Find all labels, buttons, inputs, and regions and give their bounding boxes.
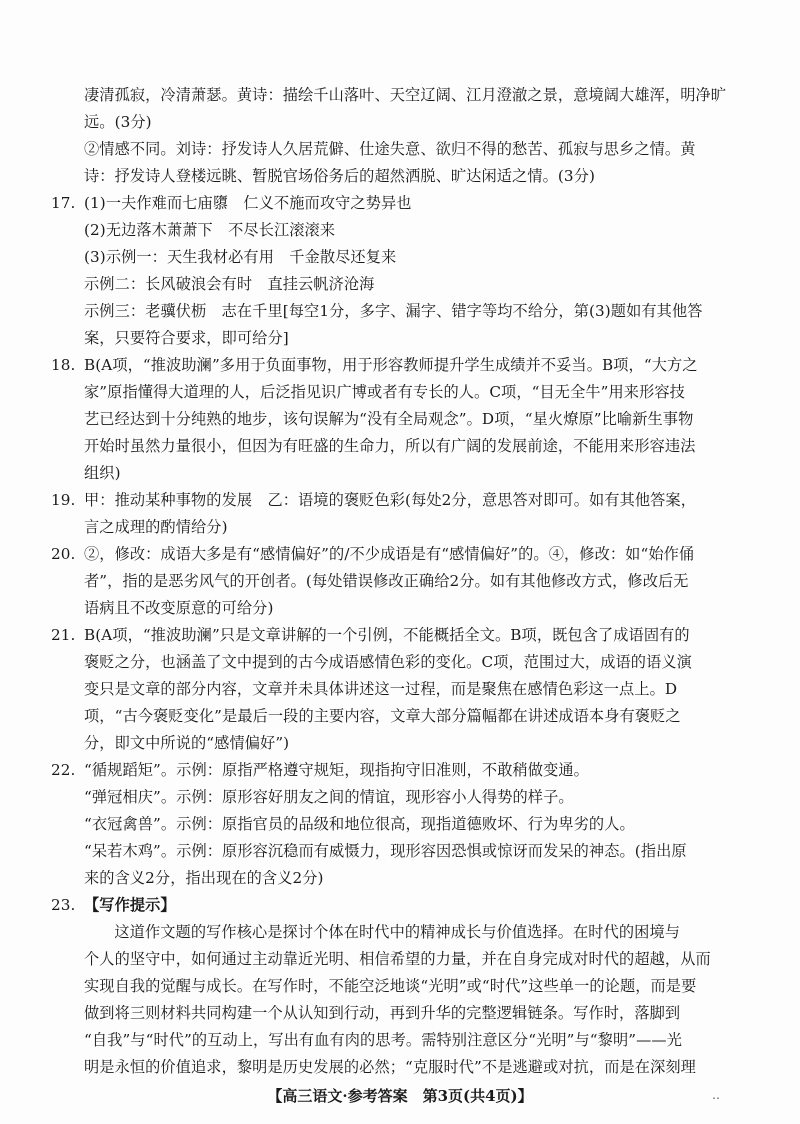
- question-number: 23.: [51, 896, 76, 914]
- text-line: 示例三：老骥伏枥 志在千里[每空1分，多字、漏字、错字等均不给分，第(3)题如有其他答: [84, 302, 703, 320]
- question-number: 22.: [51, 761, 76, 779]
- text-line: 个人的坚守中，如何通过主动靠近光明、相信希望的力量，并在自身完成对时代的超越，从而: [84, 950, 711, 968]
- question-22: [51, 757, 734, 892]
- text-line: ②，修改：成语大多是有“感情偏好”的/不少成语是有“感情偏好”的。④，修改：如“始作俑: [84, 545, 695, 563]
- question-23: [51, 892, 734, 1081]
- text-line: 远。(3分): [84, 113, 152, 131]
- text-line: 明是永恒的价值追求，黎明是历史发展的必然；“克服时代”不是逃避或对抗，而是在深刻理: [84, 1058, 696, 1076]
- question-19: [51, 487, 734, 541]
- question-18: [51, 352, 734, 487]
- text-line: 分，即文中所说的“感情偏好”): [84, 734, 290, 752]
- text-line: B(A项，“推波助澜”只是文章讲解的一个引例，不能概括全文。B项，既包含了成语固有的: [84, 626, 690, 644]
- text-line: 这道作文题的写作核心是探讨个体在时代中的精神成长与价值选择。在时代的困境与: [114, 923, 681, 941]
- section-heading: 【写作提示】: [84, 896, 176, 914]
- text-line: B(A项，“推波助澜”多用于负面事物，用于形容教师提升学生成绩并不妥当。B项，“大方之: [84, 356, 698, 374]
- text-line: 开始时虽然力量很小，但因为有旺盛的生命力，所以有广阔的发展前途，不能用来形容违法: [84, 437, 696, 455]
- text-line: “自我”与“时代”的互动上，写出有血有肉的思考。需特别注意区分“光明”与“黎明”——光: [84, 1031, 682, 1049]
- text-line: 凄清孤寂，冷清萧瑟。黄诗：描绘千山落叶、天空辽阔、江月澄澈之景，意境阔大雄浑，明净旷: [84, 86, 727, 104]
- question-17: [51, 190, 734, 352]
- text-line: 项，“古今褒贬变化”是最后一段的主要内容，文章大部分篇幅都在讲述成语本身有褒贬之: [84, 707, 681, 725]
- text-line: 诗：抒发诗人登楼远眺、暂脱官场俗务后的超然洒脱、旷达闲适之情。(3分): [84, 167, 596, 185]
- text-line: 褒贬之分，也涵盖了文中提到的古今成语感情色彩的变化。C项，范围过大，成语的语义演: [84, 653, 692, 671]
- question-21: [51, 622, 734, 757]
- text-line: “呆若木鸡”。示例：原形容沉稳而有威慑力，现形容因恐惧或惊讶而发呆的神态。(指出原: [84, 842, 687, 860]
- text-line: (1)一夫作难而七庙隳 仁义不施而攻守之势异也: [84, 194, 412, 212]
- text-line: 组织): [84, 464, 121, 482]
- text-line: (2)无边落木萧萧下 不尽长江滚滚来: [84, 221, 336, 239]
- text-line: 实现自我的觉醒与成长。在写作时，不能空泛地谈“光明”或“时代”这些单一的论题，而是要: [84, 977, 697, 995]
- question-number: 19.: [51, 491, 76, 509]
- text-line: 者”，指的是恶劣风气的开创者。(每处错误修改正确给2分。如有其他修改方式，修改后无: [84, 572, 689, 590]
- text-line: 甲：推动某种事物的发展 乙：语境的褒贬色彩(每处2分，意思答对即可。如有其他答案，: [84, 491, 697, 509]
- question-number: 17.: [51, 194, 76, 212]
- text-line: “弹冠相庆”。示例：原形容好朋友之间的情谊，现形容小人得势的样子。: [84, 788, 574, 806]
- text-line: “衣冠禽兽”。示例：原指官员的品级和地位很高，现指道德败坏、行为卑劣的人。: [84, 815, 635, 833]
- question-number: 18.: [51, 356, 76, 374]
- question-number: 21.: [51, 626, 76, 644]
- text-line: 言之成理的酌情给分): [84, 518, 228, 536]
- text-line: 案，只要符合要求，即可给分]: [84, 329, 289, 347]
- text-line: 来的含义2分，指出现在的含义2分): [84, 869, 324, 887]
- answer-content: [51, 82, 734, 1081]
- text-line: 艺已经达到十分纯熟的地步，该句误解为“没有全局观念”。D项，“星火燎原”比喻新生事物: [84, 410, 694, 428]
- question-20: [51, 541, 734, 622]
- text-line: (3)示例一：天生我材必有用 千金散尽还复来: [84, 248, 397, 266]
- text-line: 语病且不改变原意的可给分): [84, 599, 274, 617]
- text-line: 家”原指懂得大道理的人，后泛指见识广博或者有专长的人。C项，“目无全牛”用来形容技: [84, 383, 685, 401]
- text-line: 做到将三则材料共同构建一个从认知到行动，再到升华的完整逻辑链条。写作时，落脚到: [84, 1004, 681, 1022]
- text-line: “循规蹈矩”。示例：原指严格遵守规矩，现指拘守旧准则，不敢稍做变通。: [84, 761, 589, 779]
- text-line: 变只是文章的部分内容，文章并未具体讲述这一过程，而是聚焦在感情色彩这一点上。D: [84, 680, 678, 698]
- text-line: 示例二：长风破浪会有时 直挂云帆济沧海: [84, 275, 375, 293]
- question-number: 20.: [51, 545, 76, 563]
- corner-mark: ‥: [712, 1088, 721, 1102]
- text-line: ②情感不同。刘诗：抒发诗人久居荒僻、仕途失意、欲归不得的愁苦、孤寂与思乡之情。黄: [84, 140, 696, 158]
- page-footer: 【高三语文·参考答案 第3页(共4页)】: [267, 1087, 533, 1105]
